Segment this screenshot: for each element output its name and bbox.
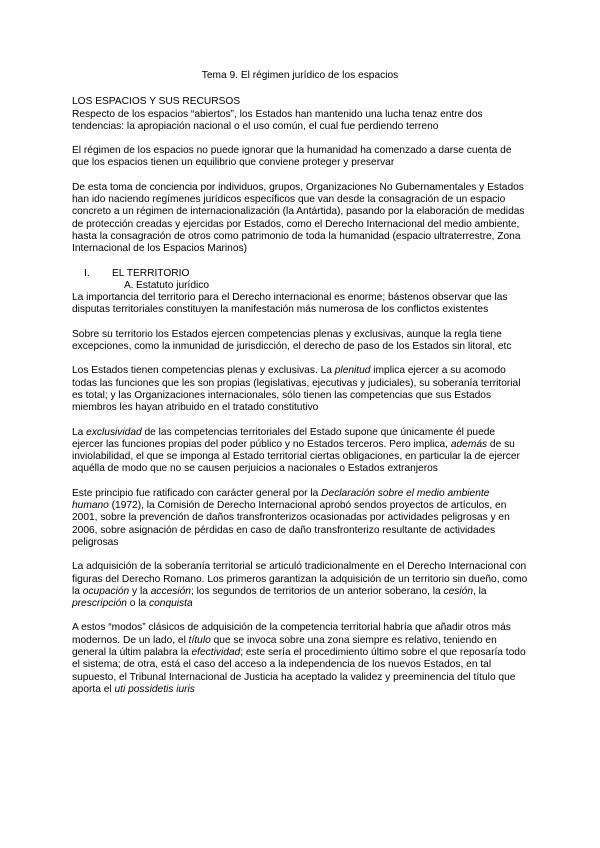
subheading-letter: A. [124,279,134,291]
heading-territorio [72,268,528,280]
heading-number: I. [84,267,90,279]
page-title: Tema 9. El régimen jurídico de los espacios [201,70,399,81]
paragraph-declaracion: Este principio fue ratificado con carácter general por la Declaración sobre el medio ambiente humano (1972), la Comisión de Derecho Internacional aprobó sendos proyectos de artículos, en 2001, sobre la prevención de daños transfronterizos ocasionadas por actividades peligrosas y en 2006, sobre asignación de pérdidas en caso de daño transfronterizo resultante de actividades peligrosas [72,487,510,548]
section-heading: LOS ESPACIOS Y SUS RECURSOS [72,96,241,108]
heading-text: EL TERRITORIO [112,267,190,279]
paragraph-intro-3: De esta toma de conciencia por individuos, grupos, Organizaciones No Gubernamentales y Estados han ido naciendo regímenes jurídicos específicos que van desde la consagración de un espacio concreto a un régimen de internacionalización (la Antártida), pasando por la elaboración de medidas de protección creadas y ejercidas por Estados, como el Derecho Internacional del medio ambiente, hasta la consagración de otros como patrimonio de toda la humanidad (espacio ultraterrestre, Zona Internacional de los Espacios Marinos) [72,181,525,255]
paragraph-intro-2: El régimen de los espacios no puede ignorar que la humanidad ha comenzado a darse cuenta de que los espacios tienen un equilibrio que conviene proteger y preservar [72,145,512,169]
term-plenitud: plenitud [334,365,371,377]
term-exclusividad: exclusividad [86,426,142,438]
paragraph-modos: A estos “modos” clásicos de adquisición de la competencia territorial habría que añadir otros más modernos. De un lado, el título que se invoca sobre una zona siempre es relativo, teniendo en general la últim palabra la efectividad; este sería el procedimiento último sobre el que reposaría todo el sistema; de otra, está el caso del acceso a la independencia de los nuevos Estados, en tal supuesto, el Tribunal Internacional de Justicia ha aceptado la validez y preeminencia del título que aporta el uti possidetis iuris [72,622,526,695]
term-conquista: conquista [149,598,193,610]
subheading-text: Estatuto jurídico [136,279,210,291]
term-titulo: título [188,634,211,646]
term-ocupacion: ocupación [82,585,130,597]
term-uti-possidetis: uti possidetis iuris [114,683,195,695]
term-accesion: accesión [150,585,191,597]
paragraph-exclusividad: La exclusividad de las competencias territoriales del Estado supone que únicamente él puede ejercer las funciones propias del poder público y no Estados terceros. Pero implica, además de su inviolabilidad, el que se imponga al Estado territorial ciertas obligaciones, en particular la de ejercer aquélla de modo que no se causen perjuicios a nacionales o Estados extranjeros [72,426,520,475]
term-declaracion: Declaración sobre el medio ambiente humano [72,487,490,512]
paragraph-intro-1: Respecto de los espacios “abiertos”, los Estados han mantenido una lucha tenaz entre dos tendencias: la apropiación nacional o el uso común, el cual fue perdiendo terreno [72,108,483,132]
document-page [72,70,528,708]
paragraph-plenitud: Los Estados tienen competencias plenas y exclusivas. La plenitud implica ejercer a su acomodo todas las funciones que les son propias (legislativas, ejecutivas y judiciales), su soberanía territorial es total; y las Organizaciones internacionales, sólo tienen las competencias que sus Estados miembros les hayan atribuido en el tratado constitutivo [72,365,521,414]
term-cesion: cesión [443,585,473,597]
term-efectividad: efectividad [191,646,241,658]
paragraph-adquisicion: La adquisición de la soberanía territorial se articuló tradicionalmente en el Derecho Internacional con figuras del Derecho Romano. Los primeros garantizan la adquisición de un territorio sin dueño, como la ocupación y la accesión; los segundos de territorios de un anterior soberano, la cesión, la prescripción o la conquista [72,561,528,610]
paragraph-competencias: Sobre su territorio los Estados ejercen competencias plenas y exclusivas, aunque la regla tiene excepciones, como la inmunidad de jurisdicción, el derecho de paso de los Estados sin litoral, etc [72,328,512,353]
term-prescripcion: prescripción [72,598,127,610]
term-ademas: además [450,438,488,450]
subheading-estatuto [72,280,528,292]
paragraph-importancia: La importancia del territorio para el Derecho internacional es enorme; bástenos observar que las disputas territoriales constituyen la manifestación más numerosa de los conflictos existentes [72,292,508,316]
